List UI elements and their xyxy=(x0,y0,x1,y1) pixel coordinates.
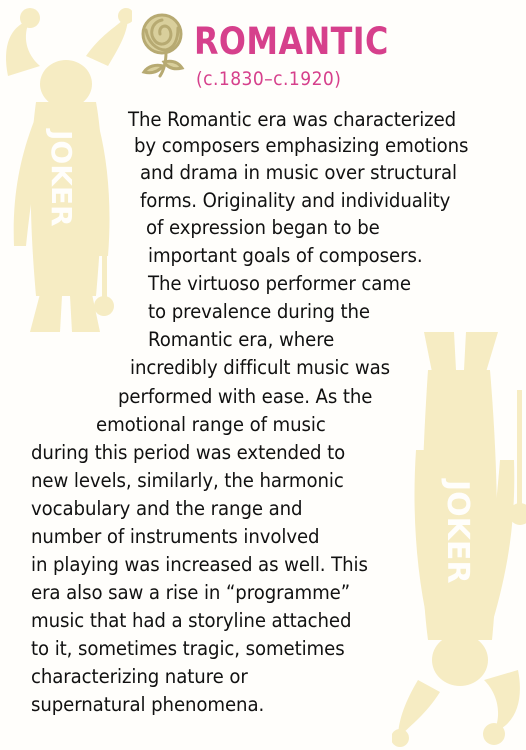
description-line: by composers emphasizing emotions xyxy=(134,134,469,157)
description-line: and drama in music over structural xyxy=(140,161,457,184)
description-line: The Romantic era was characterized xyxy=(128,108,457,131)
description-line: emotional range of music xyxy=(96,413,326,436)
header xyxy=(136,8,436,92)
joker-watermark-right xyxy=(392,330,526,750)
description-line: in playing was increased as well. This xyxy=(31,553,368,576)
description-line: to it, sometimes tragic, sometimes xyxy=(31,637,345,660)
joker-watermark-left-label: JOKER xyxy=(45,130,78,227)
description-line: Romantic era, where xyxy=(148,328,335,351)
description-line: forms. Originality and individuality xyxy=(140,189,451,212)
description-line: music that had a storyline attached xyxy=(31,609,352,632)
description-line: new levels, similarly, the harmonic xyxy=(31,469,344,492)
description-line: number of instruments involved xyxy=(31,525,320,548)
description-line: important goals of composers. xyxy=(148,244,423,267)
description-line: during this period was extended to xyxy=(31,441,346,464)
joker-watermark-right-label: JOKER xyxy=(440,480,475,584)
description-line: era also saw a rise in “programme” xyxy=(31,581,351,604)
era-dates: (c.1830–c.1920) xyxy=(196,68,342,90)
description-line: performed with ease. As the xyxy=(118,385,373,408)
page-title: ROMANTIC xyxy=(194,20,389,63)
description-line: of expression began to be xyxy=(146,216,380,239)
description-line: vocabulary and the range and xyxy=(31,497,303,520)
description-line: to prevalence during the xyxy=(148,300,370,323)
description-line: incredibly difficult music was xyxy=(130,356,391,379)
rose-icon xyxy=(136,12,188,78)
description-line: supernatural phenomena. xyxy=(31,693,265,716)
description-line: characterizing nature or xyxy=(31,665,248,688)
joker-watermark-left xyxy=(0,6,132,336)
description-line: The virtuoso performer came xyxy=(148,272,411,295)
